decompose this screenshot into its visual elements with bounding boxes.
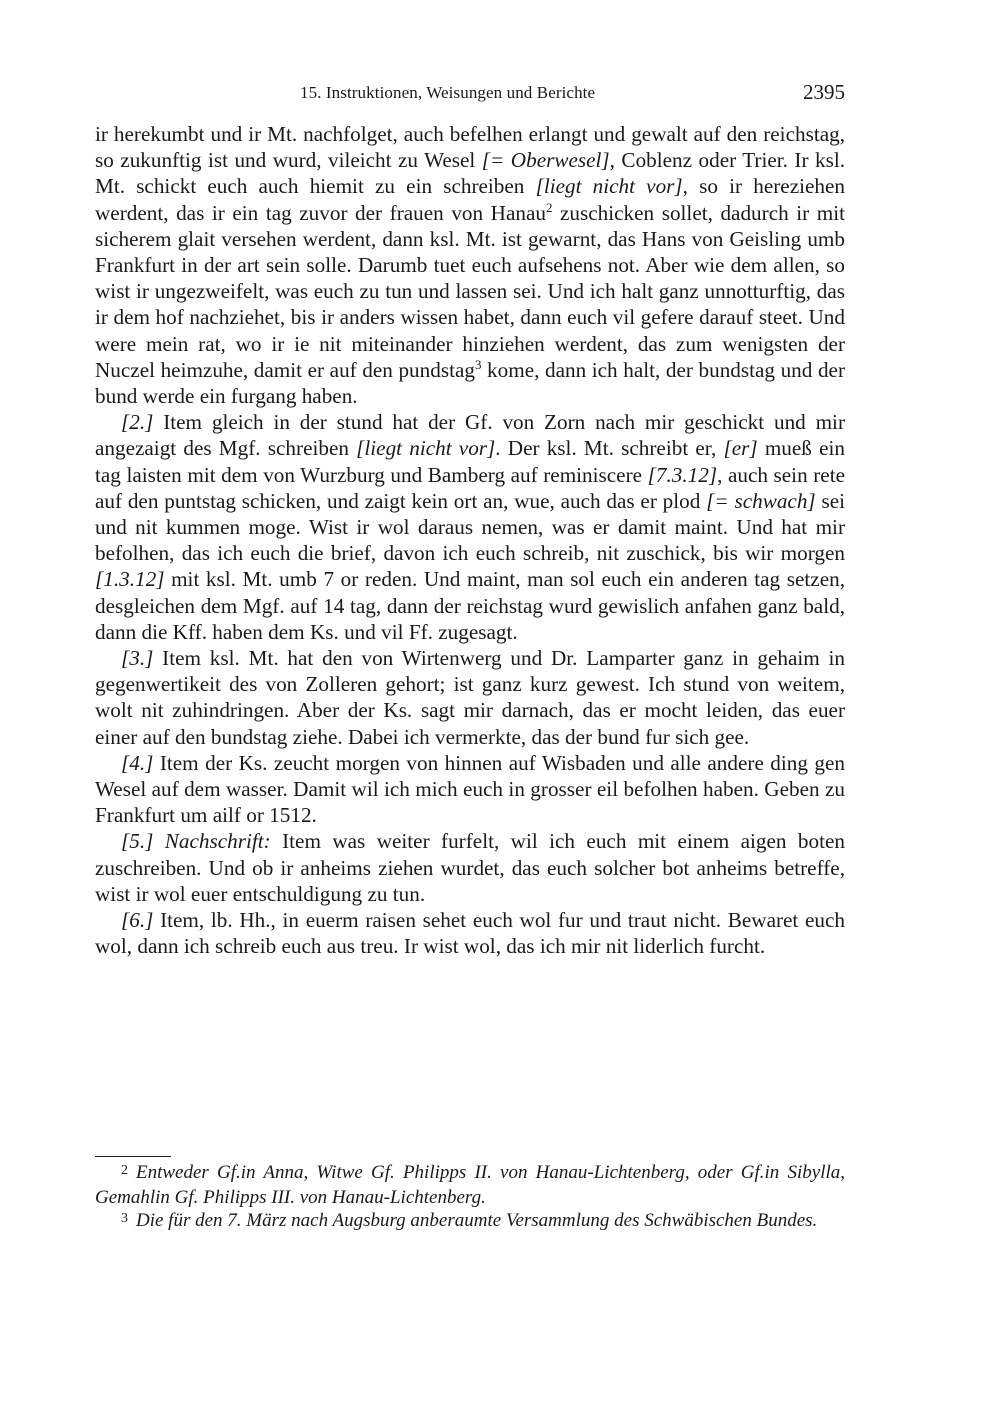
italic-text: [2.] [121, 410, 154, 435]
text-run: ir herekumbt und ir Mt. nachfolget, auch befelhen erlangt und gewalt auf den reichstag, so zukunftig ist und wurd, vileicht zu Wesel [95, 122, 845, 173]
footnote-text: Die für den 7. März nach Augsburg anberaumte Versammlung des Schwäbischen Bundes. [136, 1210, 818, 1231]
text-run: sei und nit kummen moge. Wist ir wol daraus nemen, was er damit maint. Und hat mir befolhen, das ich euch die brief, davon ich euch schreib, nit zuschick, bis wir morgen [95, 488, 845, 566]
footnote [95, 1161, 845, 1209]
text-run: zuschicken sollet, dadurch ir mit sicherem glait versehen werdent, dann ksl. Mt. ist gewarnt, das Hans von Geisling umb Frankfurt in der art sein solle. Darumb tuet euch aufsehens not. Aber wie dem allen, so wist ir ungezweifelt, was euch zu tun und lassen sei. Und ich halt ganz unnotturftig, das ir dem hof nachziehet, bis ir anders wissen habet, dann euch vil gefere darauf steet. Und were mein rat, wo ir ie nit miteinander hinziehen werdent, das zum wenigsten der Nuczel heimzuhe, damit er auf den pundstag [95, 200, 845, 382]
text-run: , auch sein rete auf den puntstag schicken, und zaigt kein ort an, wue, auch das er plod [95, 462, 845, 513]
italic-text: [liegt nicht vor] [356, 436, 496, 461]
text-run: Item der Ks. zeucht morgen von hinnen auf Wisbaden und alle andere ding gen Wesel auf dem wasser. Damit wil ich mich euch in grosser eil befolhen haben. Geben zu Frankfurt um ailf or 1512. [95, 750, 845, 828]
text-run: Item ksl. Mt. hat den von Wirtenwerg und Dr. Lamparter ganz in gehaim in gegenwertikeit des von Zolleren gehort; ist ganz kurz gewest. Ich stund von weitem, wolt nit zuhindringen. Aber der Ks. sagt mir darnach, das er mocht leiden, das euer einer auf den bundstag ziehe. Dabei ich vermerkte, das der bund fur sich gee. [95, 646, 845, 749]
italic-text: [= schwach] [706, 488, 816, 513]
text-run: Item gleich in der stund hat der Gf. von Zorn nach mir geschickt und mir angezaigt des Mgf. schreiben [95, 410, 845, 461]
page-number: 2395 [803, 80, 845, 104]
footnote-number: 3 [121, 1211, 128, 1226]
footnotes [95, 1161, 845, 1234]
italic-text: [4.] [121, 750, 154, 775]
text-run: kome, dann ich halt, der bundstag und der bund werde ein furgang haben. [95, 357, 845, 409]
footnote-reference: 3 [474, 356, 482, 372]
body-text [95, 121, 845, 960]
running-header [95, 80, 845, 110]
paragraph [95, 750, 845, 829]
paragraph [95, 409, 845, 645]
italic-text: [5.] Nachschrift: [121, 829, 271, 854]
paragraph [95, 907, 845, 959]
paragraph [95, 645, 845, 750]
running-title: 15. Instruktionen, Weisungen und Berichte [300, 83, 596, 102]
text-run: , Coblenz oder Trier. Ir ksl. Mt. schickt euch auch hiemit zu ein schreiben [95, 148, 846, 199]
text-run: Item was weiter furfelt, wil ich euch mit einem aigen boten zuschreiben. Und ob ir anheims ziehen wurdet, das euch solcher bot anheims betreffe, wist ir wol euer entschuldigung zu tun. [95, 829, 845, 906]
text-run: . Der ksl. Mt. schreibt er, [495, 436, 724, 461]
text-run: , so ir hereziehen werdent, das ir ein tag zuvor der frauen von Hanau [95, 174, 845, 225]
footnote-text: Entweder Gf.in Anna, Witwe Gf. Philipps II. von Hanau-Lichtenberg, oder Gf.in Sibylla, Gemahlin Gf. Philipps III. von Hanau-Lichtenberg. [95, 1162, 845, 1208]
paragraph [95, 121, 845, 409]
footnote-rule [95, 1156, 171, 1157]
italic-text: [7.3.12] [647, 462, 718, 487]
italic-text: [3.] [121, 646, 154, 671]
text-run: Item, lb. Hh., in euerm raisen sehet euch wol fur und traut nicht. Bewaret euch wol, dann ich schreib euch aus treu. Ir wist wol, das ich mir nit liderlich furcht. [95, 908, 845, 959]
italic-text: [er] [723, 436, 758, 461]
paragraph [95, 828, 845, 907]
footnote-reference: 2 [545, 199, 553, 215]
text-run: mit ksl. Mt. umb 7 or reden. Und maint, man sol euch ein anderen tag setzen, desgleichen dem Mgf. auf 14 tag, dann der reichstag wurd gewislich anfahen ganz bald, dann die Kff. haben dem Ks. und vil Ff. zugesagt. [95, 567, 845, 644]
italic-text: [6.] [121, 908, 154, 933]
footnote [95, 1209, 845, 1234]
italic-text: [liegt nicht vor] [535, 174, 683, 199]
footnote-number: 2 [121, 1163, 128, 1178]
italic-text: [1.3.12] [95, 567, 165, 592]
text-run: mueß ein tag laisten mit dem von Wurzburg und Bamberg auf reminiscere [95, 436, 845, 487]
italic-text: [= Oberwesel] [481, 148, 610, 173]
